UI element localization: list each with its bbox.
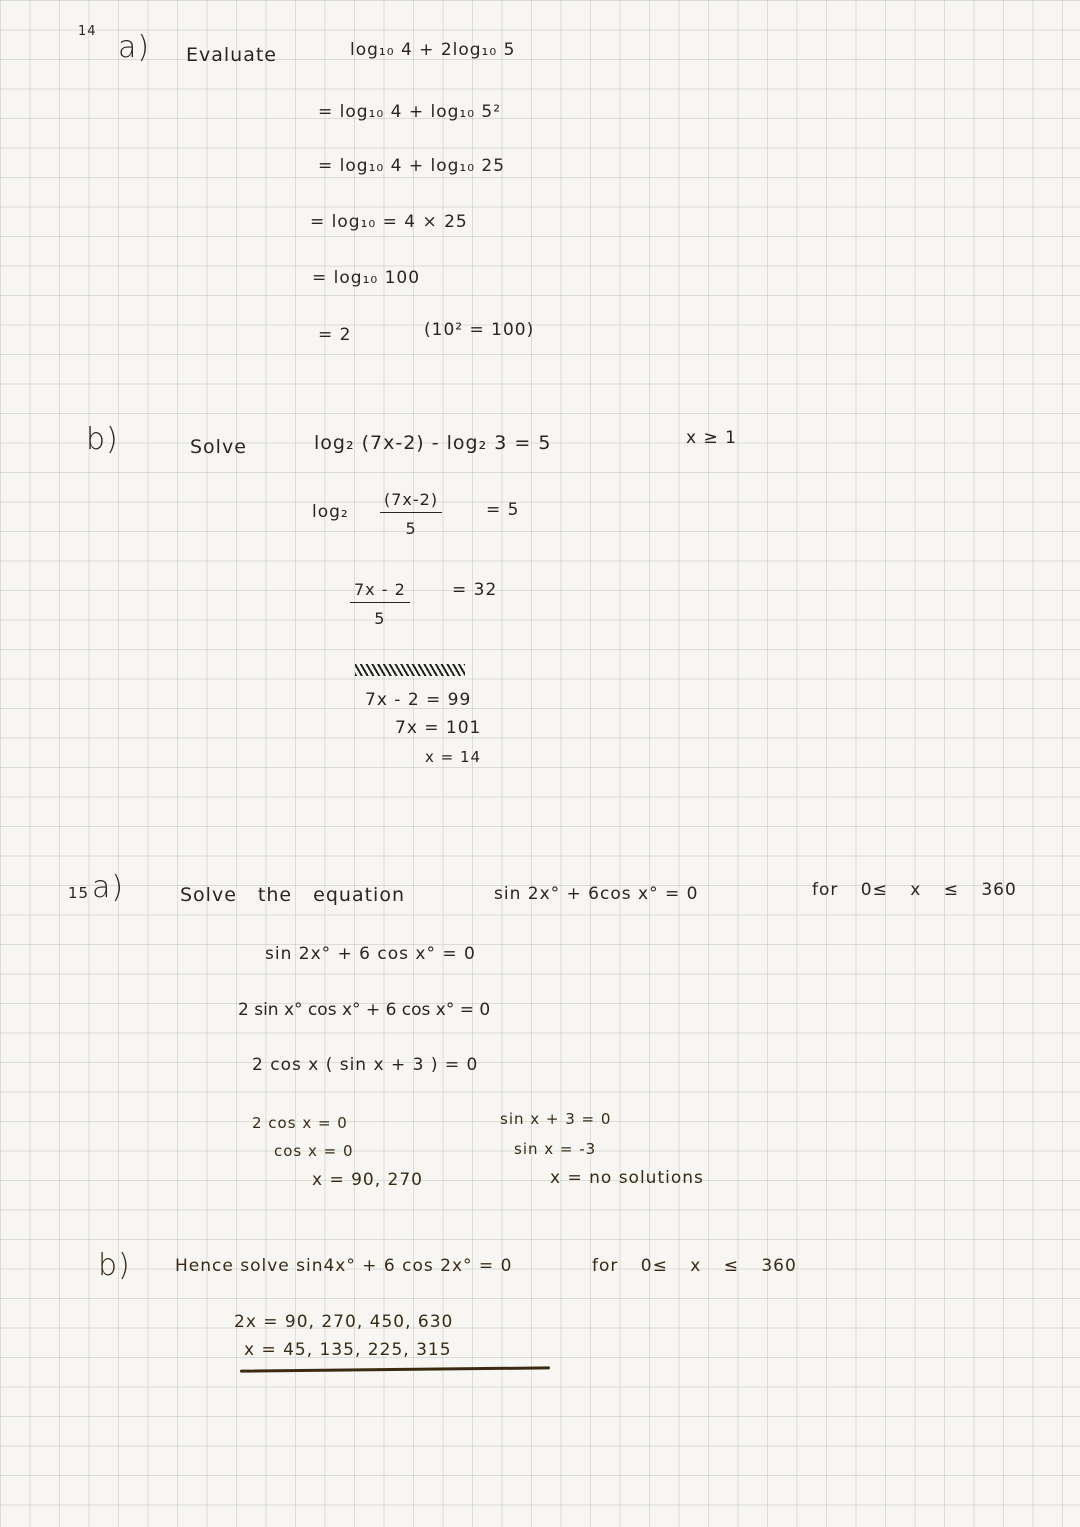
question-number: 15 — [68, 884, 90, 902]
step: 2 cos x ( sin x + 3 ) = 0 — [252, 1055, 479, 1075]
expression: log₂ (7x-2) - log₂ 3 = 5 — [314, 432, 552, 454]
step: sin 2x° + 6 cos x° = 0 — [265, 944, 476, 964]
case-right-step: sin x = -3 — [514, 1140, 597, 1158]
step: = log₁₀ 100 — [312, 268, 421, 288]
step-prefix: log₂ — [312, 502, 349, 522]
condition: x ≥ 1 — [686, 428, 737, 448]
expression: log₁₀ 4 + 2log₁₀ 5 — [350, 40, 516, 60]
case-left-step: cos x = 0 — [274, 1142, 354, 1160]
case-right-result: x = no solutions — [550, 1168, 704, 1188]
part-label: b) — [86, 422, 119, 457]
step-rhs: = 5 — [486, 500, 520, 520]
fraction: $\frac{(7x-2)}{5}$ — [380, 490, 442, 538]
step: x = 14 — [425, 748, 482, 766]
part-label: b) — [98, 1248, 131, 1283]
expression: sin 2x° + 6cos x° = 0 — [494, 884, 699, 904]
note: (10² = 100) — [424, 320, 535, 340]
part-label: a) — [92, 870, 125, 905]
range: for 0≤ x ≤ 360 — [812, 880, 1017, 900]
step: 7x = 101 — [395, 718, 482, 738]
step: = log₁₀ = 4 × 25 — [310, 212, 468, 232]
step: = log₁₀ 4 + log₁₀ 25 — [318, 156, 506, 176]
fraction: $\frac{7x - 2}{5}$ — [350, 580, 410, 628]
question-number: 14 — [78, 24, 97, 39]
case-left-result: x = 90, 270 — [312, 1170, 423, 1190]
step: 2 sin x° cos x° + 6 cos x° = 0 — [238, 1000, 491, 1020]
part-label: a) — [118, 30, 151, 65]
instruction: Solve the equation — [180, 884, 405, 906]
step: 2x = 90, 270, 450, 630 — [234, 1312, 454, 1332]
instruction: Hence solve sin4x° + 6 cos 2x° = 0 — [175, 1256, 513, 1276]
range: for 0≤ x ≤ 360 — [592, 1256, 797, 1276]
answer-underline — [240, 1366, 550, 1372]
step: 7x - 2 = 99 — [365, 690, 472, 710]
crossed-out-scribble — [355, 664, 465, 676]
step-rhs: = 32 — [452, 580, 498, 600]
instruction: Solve — [190, 436, 247, 458]
case-left-step: 2 cos x = 0 — [252, 1114, 348, 1132]
instruction: Evaluate — [186, 44, 277, 66]
step: = log₁₀ 4 + log₁₀ 5² — [318, 102, 502, 122]
case-right-step: sin x + 3 = 0 — [500, 1110, 612, 1128]
step: = 2 — [318, 325, 352, 345]
final-answer: x = 45, 135, 225, 315 — [244, 1340, 452, 1360]
